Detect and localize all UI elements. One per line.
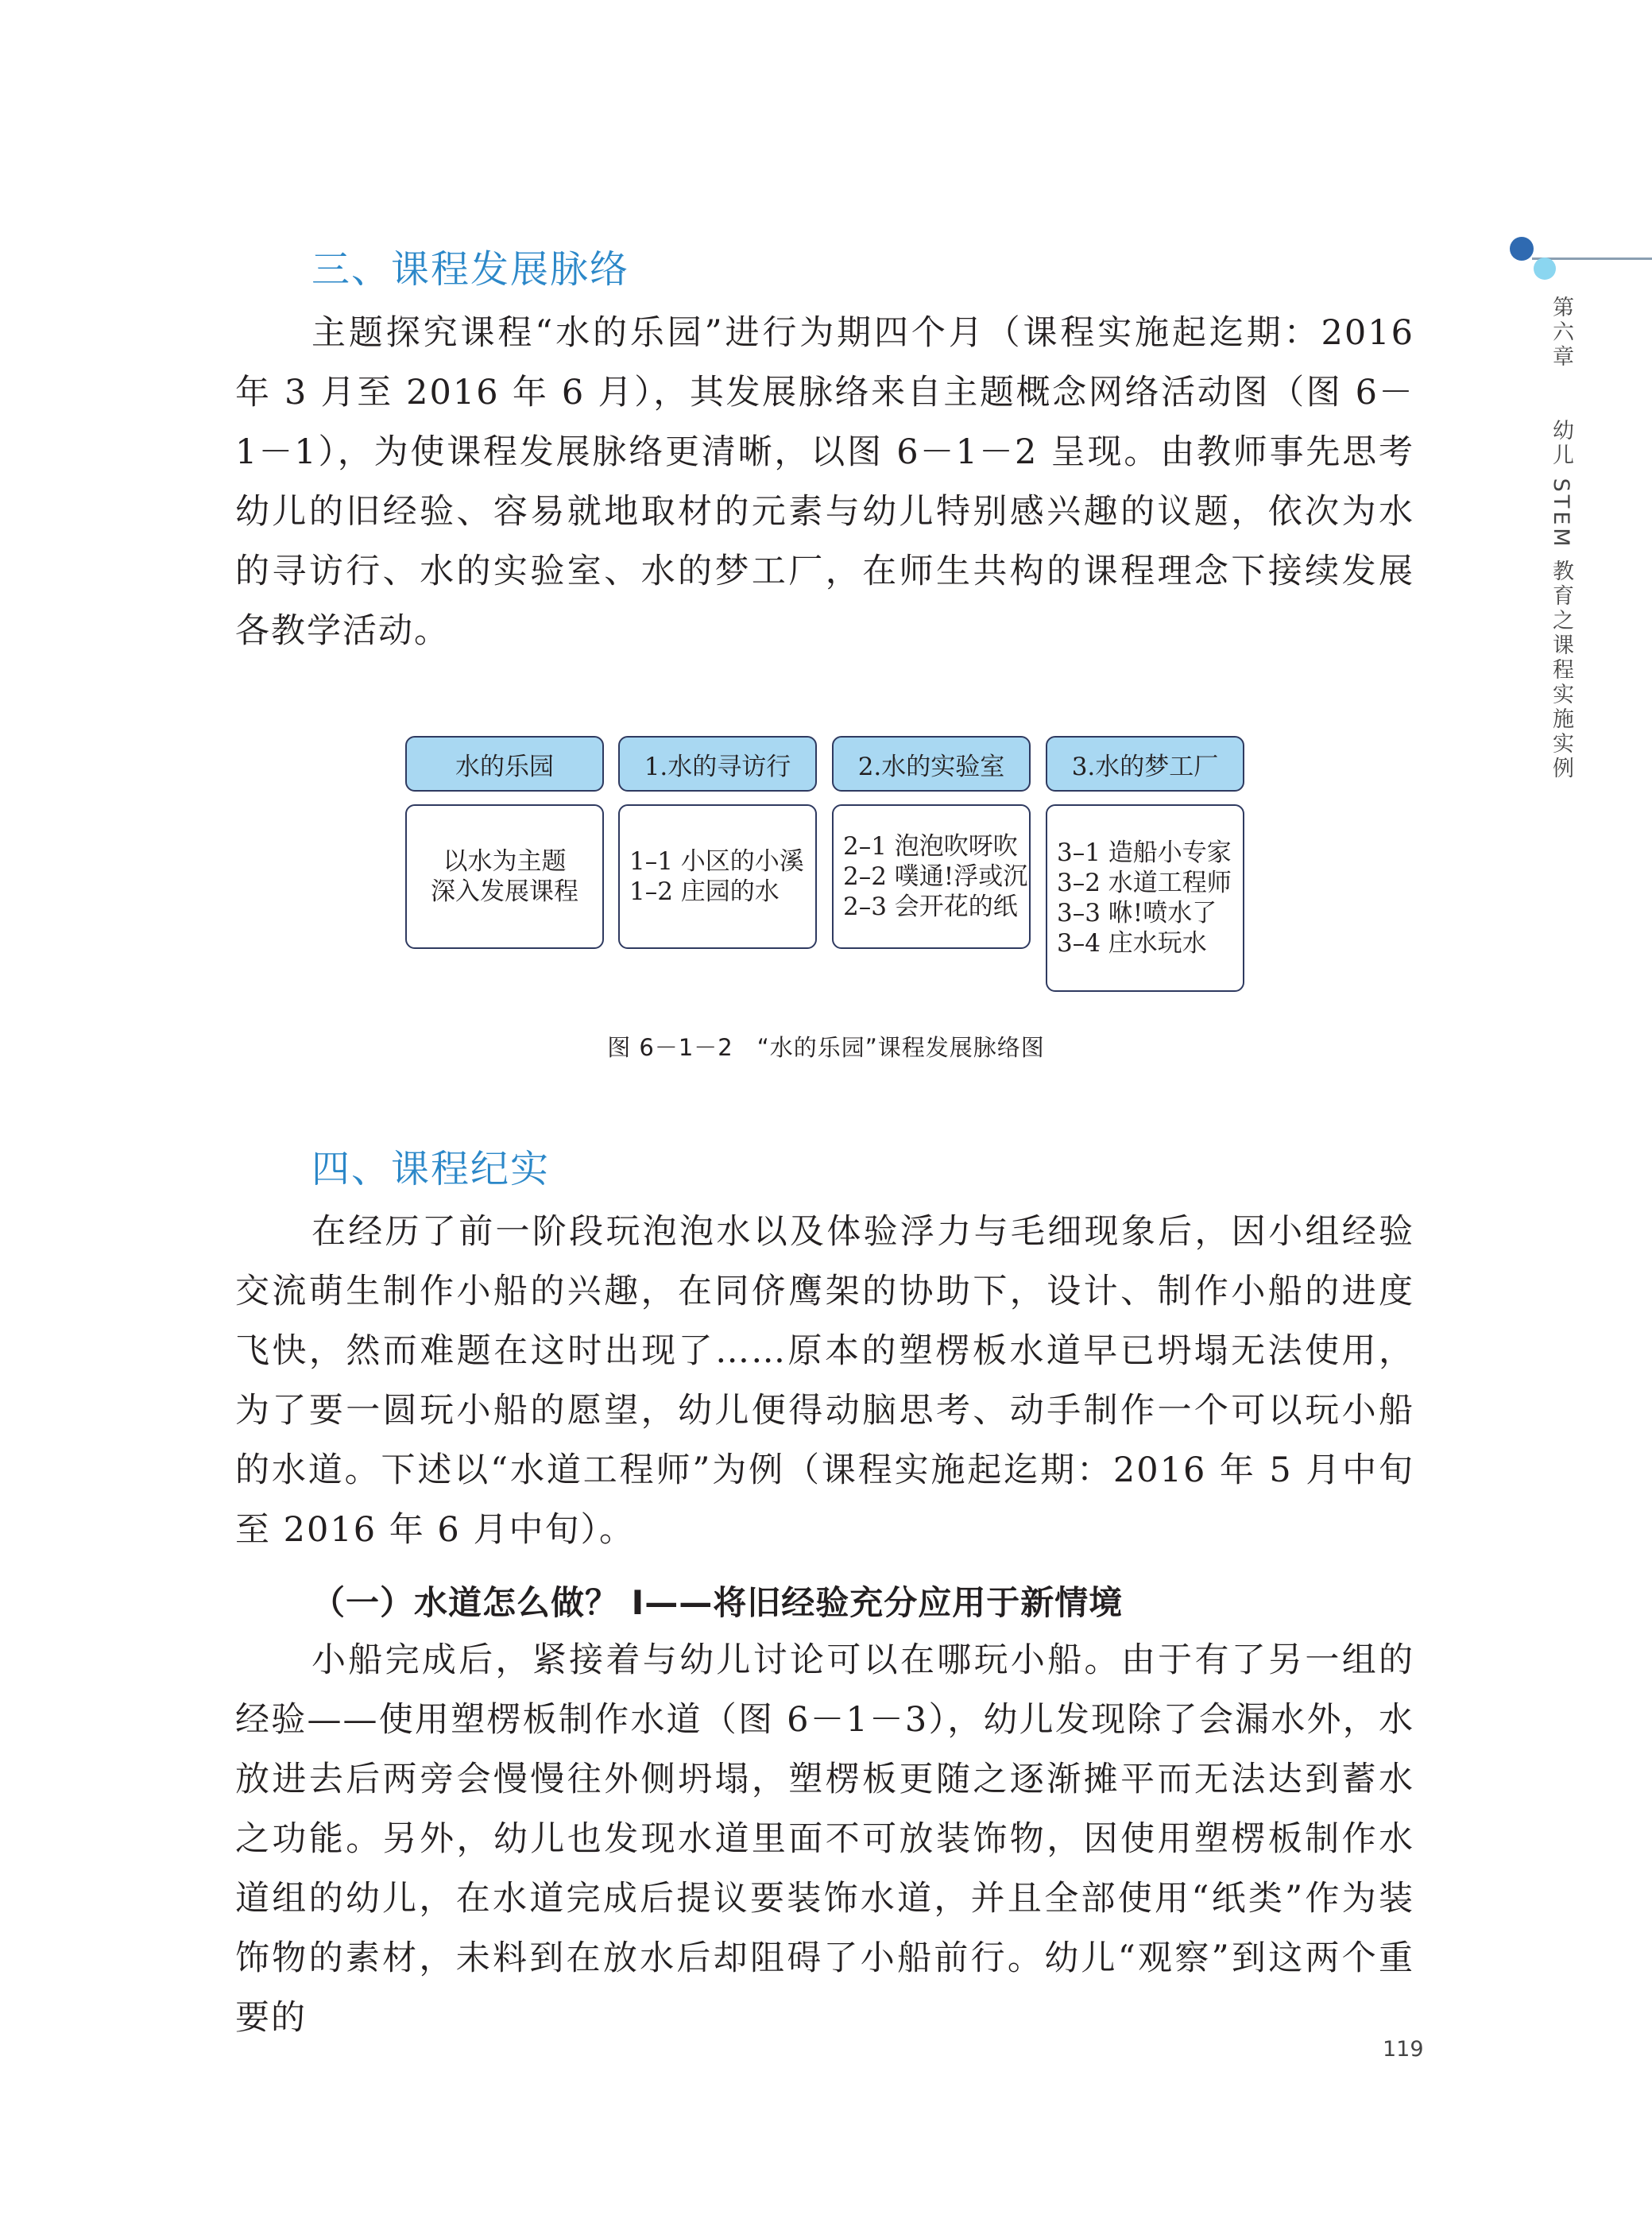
diagram-item: 2–2 噗通!浮或沉: [843, 862, 1028, 891]
diagram-item: 3–3 咻!喷水了: [1057, 899, 1217, 927]
section-heading-4: 四、课程纪实: [311, 1147, 551, 1191]
diagram-item: 3–2 水道工程师: [1057, 869, 1232, 897]
diagram-item: 3–1 造船小专家: [1057, 838, 1232, 867]
diagram-box-lab: [832, 804, 1031, 949]
diagram-box-theme: [405, 804, 604, 949]
decorative-dot-dark: [1510, 237, 1534, 261]
diagram-item: 深入发展课程: [431, 877, 578, 906]
section-4-paragraph: 在经历了前一阶段玩泡泡水以及体验浮力与毛细现象后，因小组经验交流萌生制作小船的兴趣，在同侪鹰架的协助下，设计、制作小船的进度飞快，然而难题在这时出现了……原本的塑楞板水道早已坍塌无法使用，为了要一圆玩小船的愿望，幼儿便得动脑思考、动手制作一个可以玩小船的水道。下述以“水道工程师”为例（课程实施起迄期：2016 年 5 月中旬至 2016 年 6 月中旬）。: [235, 1212, 1414, 1550]
chapter-label: 第六章: [1549, 296, 1573, 370]
diagram-item: 2–1 泡泡吹呀吹: [843, 832, 1018, 861]
figure-caption: 图 6－1－2 “水的乐园”课程发展脉络图: [607, 1034, 1045, 1061]
chapter-title: 幼儿 STEM 教育之课程实施实例: [1549, 419, 1573, 782]
page-number: 119: [1383, 2037, 1424, 2062]
diagram-item: 2–3 会开花的纸: [843, 893, 1018, 921]
diagram-header-theme: 水的乐园: [405, 736, 604, 792]
diagram-item: 1–1 小区的小溪: [629, 847, 804, 876]
decorative-dot-light: [1534, 258, 1556, 280]
subsection-1-paragraph: 小船完成后，紧接着与幼儿讨论可以在哪玩小船。由于有了另一组的经验——使用塑楞板制作水道（图 6－1－3），幼儿发现除了会漏水外，水放进去后两旁会慢慢往外侧坍塌，塑楞板更随之逐渐摊平而无法达到蓄水之功能。另外，幼儿也发现水道里面不可放装饰物，因使用塑楞板制作水道组的幼儿，在水道完成后提议要装饰水道，并且全部使用“纸类”作为装饰物的素材，未料到在放水后却阻碍了小船前行。幼儿“观察”到这两个重要的: [235, 1640, 1414, 2038]
diagram-item: 1–2 庄园的水: [629, 877, 780, 906]
section-heading-3: 三、课程发展脉络: [311, 247, 630, 292]
chapter-side-title: [1529, 296, 1577, 781]
diagram-header-visit: 1.水的寻访行: [618, 736, 817, 792]
diagram-header-lab: 2.水的实验室: [832, 736, 1031, 792]
diagram-box-visit: [618, 804, 817, 949]
diagram-header-factory: 3.水的梦工厂: [1046, 736, 1244, 792]
diagram-item: 3–4 庄水玩水: [1057, 929, 1207, 958]
subsection-heading-1: （一）水道怎么做？ Ⅰ——将旧经验充分应用于新情境: [311, 1583, 1124, 1622]
diagram-box-factory: [1046, 804, 1244, 992]
section-3-paragraph: 主题探究课程“水的乐园”进行为期四个月（课程实施起迄期：2016 年 3 月至 2016 年 6 月），其发展脉络来自主题概念网络活动图（图 6－1－1），为使课程发展脉络更清晰，以图 6－1－2 呈现。由教师事先思考幼儿的旧经验、容易就地取材的元素与幼儿特别感兴趣的议题，依次为水的寻访行、水的实验室、水的梦工厂，在师生共构的课程理念下接续发展各教学活动。: [235, 313, 1414, 651]
diagram-item: 以水为主题: [443, 847, 567, 876]
